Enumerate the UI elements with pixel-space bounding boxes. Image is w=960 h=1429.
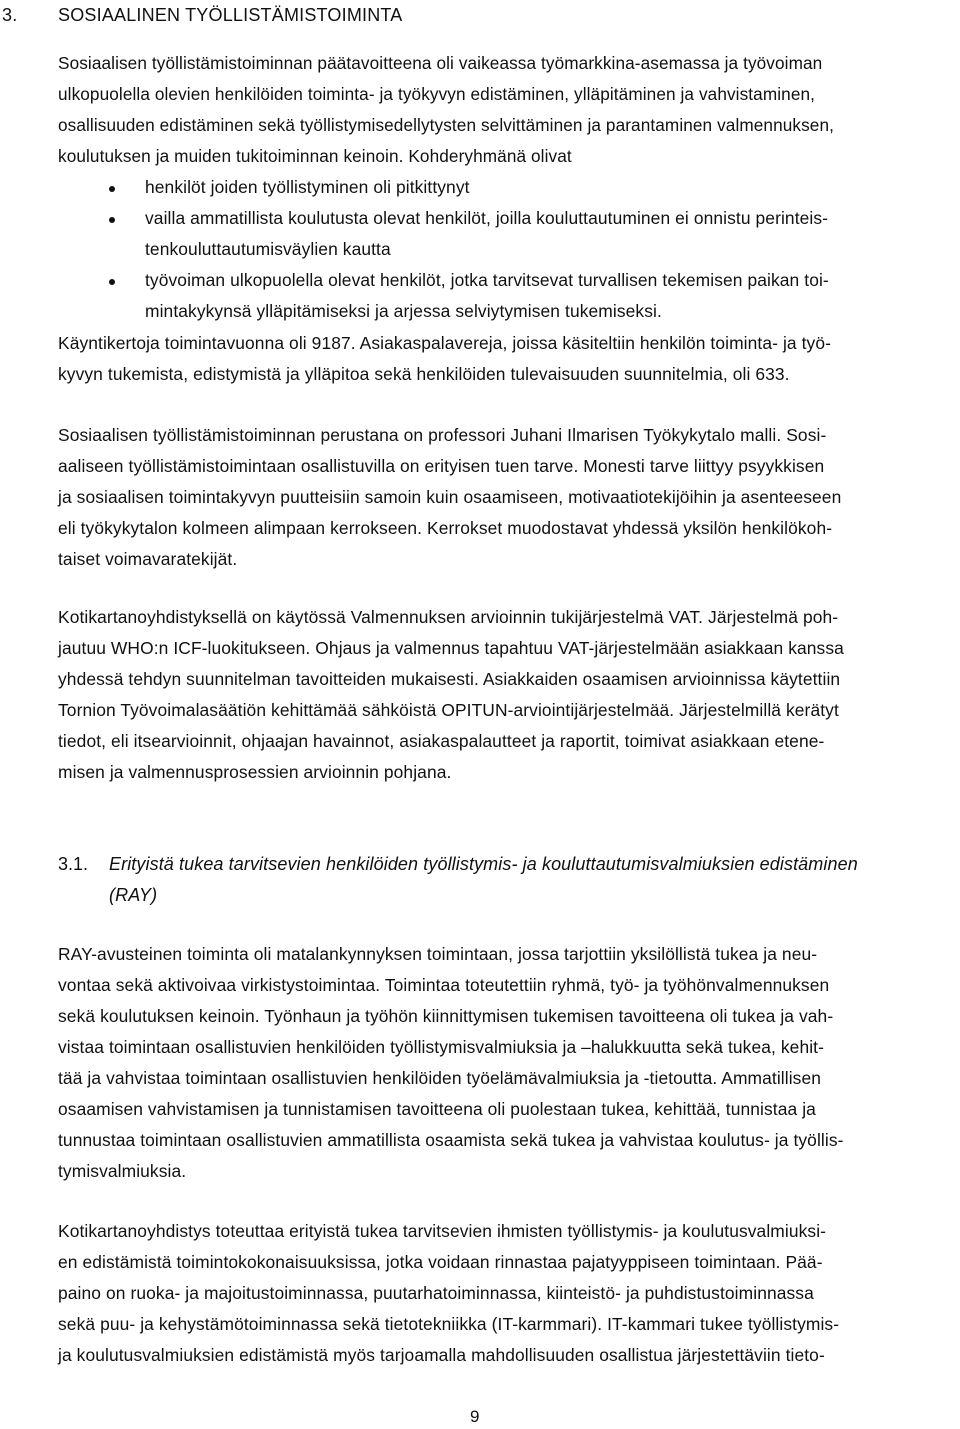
text-line: Sosiaalisen työllistämistoiminnan päätavoitteena oli vaikeassa työmarkkina-asemassa ja työvoiman xyxy=(58,53,823,73)
text-line: RAY-avusteinen toiminta oli matalankynnyksen toimintaan, jossa tarjottiin yksilöllistä tukea ja neu- xyxy=(58,944,818,964)
text-line: ja koulutusvalmiuksien edistämistä myös tarjoamalla mahdollisuuden osallistua järjestettäviin tieto- xyxy=(58,1345,825,1365)
text-line: Kotikartanoyhdistys toteuttaa erityistä tukea tarvitsevien ihmisten työllistymis- ja koulutusvalmiuksi- xyxy=(58,1221,827,1241)
vat-paragraph xyxy=(58,602,958,788)
page-number: 9 xyxy=(470,1407,480,1426)
text-line: sekä puu- ja kehystämötoiminnassa sekä tietotekniikka (IT-karmmari). IT-kammari tukee työllistymis- xyxy=(58,1314,840,1334)
list-item xyxy=(58,203,958,265)
intro-paragraph xyxy=(58,48,958,172)
text-line: koulutuksen ja muiden tukitoiminnan keinoin. Kohderyhmänä olivat xyxy=(58,146,572,166)
text-line: kyvyn tukemista, edistymistä ja ylläpitoa sekä henkilöiden tulevaisuuden suunnitelmia, oli 633. xyxy=(58,364,790,384)
text-line: Sosiaalisen työllistämistoiminnan perustana on professori Juhani Ilmarisen Työkykytalo malli. Sosi- xyxy=(58,425,827,445)
text-line: ulkopuolella olevien henkilöiden toiminta- ja työkyvyn edistäminen, ylläpitäminen ja vahvistaminen, xyxy=(58,84,816,104)
text-line: vailla ammatillista koulutusta olevat henkilöt, joilla kouluttautuminen ei onnistu perinteis- xyxy=(145,208,829,228)
text-line: tää ja vahvistaa toimintaan osallistuvien henkilöiden työelämävalmiuksia ja -tietoutta. Ammatillisen xyxy=(58,1068,822,1088)
text-line: Käyntikertoja toimintavuonna oli 9187. Asiakaspalavereja, joissa käsiteltiin henkilön toiminta- ja työ- xyxy=(58,333,831,353)
subsection-number: 3.1. xyxy=(58,854,89,874)
text-line: henkilöt joiden työllistyminen oli pitkittynyt xyxy=(145,177,470,197)
text-line: työvoiman ulkopuolella olevat henkilöt, jotka tarvitsevat turvallisen tekemisen paikan toi- xyxy=(145,270,829,290)
section-number: 3. xyxy=(2,5,18,25)
target-group-list xyxy=(58,172,958,327)
text-line: tiedot, eli itsearvioinnit, ohjaajan havainnot, asiakaspalautteet ja raportit, toimivat asiakkaan etene- xyxy=(58,731,825,751)
bullet-icon xyxy=(109,217,115,223)
text-line: vontaa sekä aktivoivaa virkistystoimintaa. Toimintaa toteutettiin ryhmä, työ- ja työhönvalmennuksen xyxy=(58,975,830,995)
support-paragraph xyxy=(58,1216,958,1371)
text-line: yhdessä tehdyn suunnitelman tavoitteiden mukaisesti. Asiakkaiden osaamisen arvioinnissa käytettiin xyxy=(58,669,841,689)
text-line: vistaa toimintaan osallistuvien henkilöiden työllistymisvalmiuksia ja –halukkuutta sekä tukea, kehit- xyxy=(58,1037,824,1057)
text-line: tunnustaa toimintaan osallistuvien ammatillista osaamista sekä tukea ja vahvistaa koulutus- ja työllis- xyxy=(58,1130,844,1150)
work-ability-paragraph xyxy=(58,420,958,575)
text-line: Erityistä tukea tarvitsevien henkilöiden työllistymis- ja kouluttautumisvalmiuksien edistäminen xyxy=(109,854,858,874)
list-item xyxy=(58,265,958,327)
section-heading xyxy=(2,3,402,27)
visits-paragraph xyxy=(58,328,958,390)
section-title: SOSIAALINEN TYÖLLISTÄMISTOIMINTA xyxy=(58,5,403,25)
text-line: tenkouluttautumisväylien kautta xyxy=(145,239,391,259)
subsection-title xyxy=(109,849,858,911)
text-line: paino on ruoka- ja majoitustoiminnassa, puutarhatoiminnassa, kiinteistö- ja puhdistustoiminnassa xyxy=(58,1283,814,1303)
text-line: osaamisen vahvistamisen ja tunnistamisen tavoitteena oli puolestaan tukea, kehittää, tunnistaa ja xyxy=(58,1099,816,1119)
text-line: ja sosiaalisen toimintakyvyn puutteisiin samoin kuin osaamiseen, motivaatiotekijöihin ja asenteeseen xyxy=(58,487,842,507)
bullet-icon xyxy=(109,279,115,285)
bullet-icon xyxy=(109,186,115,192)
text-line: taiset voimavaratekijät. xyxy=(58,549,238,569)
text-line: Kotikartanoyhdistyksellä on käytössä Valmennuksen arvioinnin tukijärjestelmä VAT. Järjestelmä poh- xyxy=(58,607,839,627)
text-line: jautuu WHO:n ICF-luokitukseen. Ohjaus ja valmennus tapahtuu VAT-järjestelmään asiakkaan kanssa xyxy=(58,638,844,658)
text-line: osallisuuden edistäminen sekä työllistymisedellytysten selvittäminen ja parantaminen valmennuksen, xyxy=(58,115,834,135)
text-line: eli työkykytalon kolmeen alimpaan kerrokseen. Kerrokset muodostavat yhdessä yksilön henkilökoh- xyxy=(58,518,833,538)
list-item xyxy=(58,172,958,203)
ray-paragraph xyxy=(58,939,958,1187)
text-line: Tornion Työvoimalasäätiön kehittämää sähköistä OPITUN-arviointijärjestelmää. Järjestelmillä kerätyt xyxy=(58,700,839,720)
text-line: en edistämistä toimintokokonaisuuksissa, jotka voidaan rinnastaa pajatyyppiseen toimintaan. Pää- xyxy=(58,1252,823,1272)
text-line: tymisvalmiuksia. xyxy=(58,1161,187,1181)
text-line: mintakykynsä ylläpitämiseksi ja arjessa selviytymisen tukemiseksi. xyxy=(145,301,662,321)
text-line: sekä koulutuksen keinoin. Työnhaun ja työhön kiinnittymisen tukemisen tavoitteena oli tukea ja vah- xyxy=(58,1006,834,1026)
text-line: misen ja valmennusprosessien arvioinnin pohjana. xyxy=(58,762,452,782)
text-line: aaliseen työllistämistoimintaan osallistuvilla on erityisen tuen tarve. Monesti tarve liittyy psyykkisen xyxy=(58,456,825,476)
text-line: (RAY) xyxy=(109,885,158,905)
